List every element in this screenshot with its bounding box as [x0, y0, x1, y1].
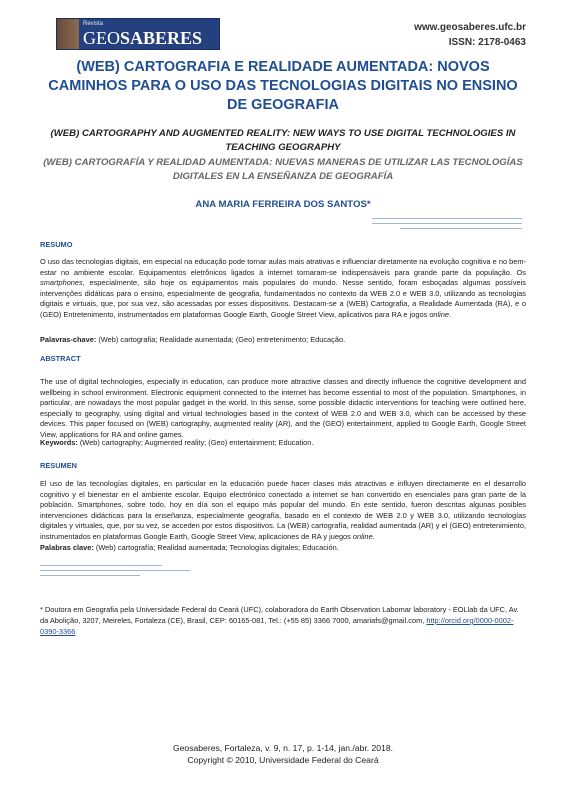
logo-wordmark — [83, 28, 202, 49]
abstract-keywords-text: (Web) cartography; Augmented reality; (Geo) entertainment; Education. — [77, 438, 314, 447]
resumo-text-part: . — [449, 309, 452, 319]
section-divider — [40, 570, 190, 571]
abstract-keywords — [40, 438, 526, 449]
resumo-keywords — [40, 335, 526, 346]
resumen-heading: RESUMEN — [40, 461, 77, 470]
footnote-text: * Doutora em Geografia pela Universidade Federal do Ceará (UFC), colaboradora do Earth Observation Labomar laboratory - EOLlab da UFC, Av. da Abolição, 3207, Meireles, Fortaleza (CE), Brasil, CEP: 60165-081, Tel.: (+55 85) 3366 7000, amariafs@gmail.com, — [40, 605, 519, 625]
resumo-text-italic: online — [429, 309, 450, 319]
article-title-english: (WEB) CARTOGRAPHY AND AUGMENTED REALITY: NEW WAYS TO USE DIGITAL TECHNOLOGIES IN TEACHING GEOGRAPHY — [50, 128, 516, 153]
page-footer — [40, 742, 526, 766]
resumo-keywords-label: Palavras-chave: — [40, 335, 97, 344]
resumo-text-italic: smartphones — [40, 278, 83, 288]
resumen-text-part: El uso de las tecnologías digitales, en particular en la educación puede hacer clases más atractivas e influyen directamente en el desarrollo cognitivo y el bienestar en el ambiente escolar. Equipo electrónico conectado a internet se han convertido en esenciales para gran parte de la población. Smartphones, sobre todo, hoy en día son el equipo más popular del mundo. En este sentido, fueron descritas algunas posibles intervenciones didácticas para la enseñanza, especialmente geografía, basado en el contexto de WEB 2.0 y WEB 3.0, utilizando tecnologías digitales y virtuales, que, por su vez, se acceden por estos dispositivos. La (WEB) cartografía, realidad aumentada (AR) y el (GEO) entretenimiento, instrumentados en plataformas Google Earth, Google Street View, aplicaciones de RA y juegos — [40, 479, 526, 541]
orcid-link[interactable]: http://orcid.org/0000-0002-0390-3366 — [40, 616, 514, 636]
section-divider — [40, 575, 140, 576]
abstract-text: The use of digital technologies, especially in education, can produce more attractive classes and directly influence the cognitive development and wellbeing in school environment. Electronic equipment connected to the internet has become essential to most of the population. Smartphones, in particular, are nowadays the most popular gadget in the world. In this sense, some possible didactic interventions for teaching were outlined here, especially to geography, using digital and virtual technologies based in the context of WEB 2.0 and WEB 3.0, which can be accessed by these devices. This paper focused on (WEB) cartography, augmented reality (AR), and the (GEO) entertainment, applied to Google Earth, Google Street View, applications for RA and online games. — [40, 377, 526, 439]
resumen-text-part: . — [372, 531, 375, 541]
resumen-text — [40, 479, 526, 543]
author-divider — [372, 218, 522, 219]
author-divider — [372, 223, 522, 224]
author-name: ANA MARIA FERREIRA DOS SANTOS* — [195, 199, 371, 210]
resumen-keywords-text: (Web) cartografía; Realidad aumentada; Tecnologías digitales; Educación. — [93, 543, 339, 552]
logo-saberes-text: SABERES — [120, 28, 203, 48]
issn: ISSN: 2178-0463 — [448, 37, 526, 48]
logo-image-icon — [57, 19, 79, 49]
logo-revista-label: Revista — [83, 21, 104, 27]
site-url[interactable]: www.geosaberes.ufc.br — [414, 22, 526, 33]
author-divider — [400, 228, 522, 229]
resumen-keywords-label: Palabras clave: — [40, 543, 94, 552]
article-title: (WEB) CARTOGRAFIA E REALIDADE AUMENTADA: NOVOS CAMINHOS PARA O USO DAS TECNOLOGIAS DIGITAIS NO ENSINO DE GEOGRAFIA — [48, 59, 518, 113]
abstract-keywords-label: Keywords: — [40, 438, 78, 447]
journal-logo[interactable] — [56, 18, 220, 50]
article-title-spanish: (WEB) CARTOGRAFÍA Y REALIDAD AUMENTADA: NUEVAS MANERAS DE UTILIZAR LAS TECNOLOGÍAS DIGITALES EN LA ENSEÑANZA DE GEOGRAFÍA — [43, 157, 523, 182]
resumo-text — [40, 257, 526, 321]
resumo-keywords-text: (Web) cartografia; Realidade aumentada; (Geo) entretenimento; Educação. — [96, 335, 346, 344]
resumo-text-part: , especialmente, são hoje os equipamentos mais populares do mundo. Nesse sentido, foram esboçadas algumas possíveis intervenções didáticas para o ensino, especialmente de geografia, fundamentados no contexto da WEB 2.0 e WEB 3.0, utilizando as tecnologias digitais e virtuais, que, por sua vez, são acessadas por esses dispositivos. Destacam-se a (WEB) Cartografia, a Realidade Aumentada (RA), e o (GEO) Entretenimento, instrumentados em plataformas Google Earth, Google Street View, aplicativos para RA e jogos — [40, 278, 526, 319]
resumen-keywords — [40, 543, 526, 554]
page-header — [0, 0, 566, 56]
resumo-heading: RESUMO — [40, 240, 73, 249]
resumo-text-part: O uso das tecnologias digitais, em especial na educação pode tornar aulas mais atrativas e influenciar diretamente na evolução cognitiva e no bem-estar no ambiente escolar. Equipamentos eletrônicos ligados à internet tornaram-se indispensáveis para grande parte da população. Os — [40, 257, 526, 277]
author-footnote — [40, 604, 526, 637]
logo-geo-text: GEO — [83, 28, 120, 48]
abstract-heading: ABSTRACT — [40, 354, 81, 363]
resumen-text-italic: online — [352, 531, 373, 541]
citation-line: Geosaberes, Fortaleza, v. 9, n. 17, p. 1-14, jan./abr. 2018. — [172, 743, 394, 753]
copyright-line: Copyright © 2010, Universidade Federal do Ceará — [187, 755, 379, 765]
section-divider — [40, 565, 162, 566]
